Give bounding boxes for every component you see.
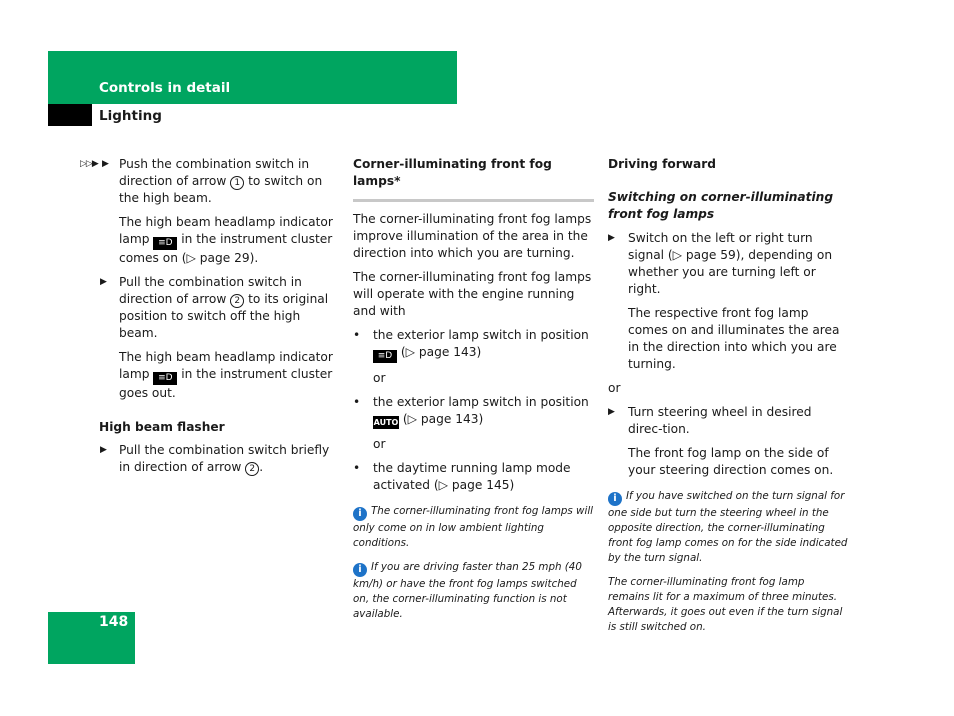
column-1 bbox=[80, 156, 338, 483]
list-text: (▷ page 143) bbox=[399, 412, 484, 426]
note-text: The corner-illuminating front fog lamps will only come on in low ambient lighting conditions. bbox=[353, 505, 594, 549]
step-high-beam-on bbox=[80, 156, 338, 207]
auto-switch-icon: AUTO bbox=[373, 418, 399, 427]
step-text: Pull the combination switch in direction of arrow bbox=[119, 275, 302, 306]
list-item: • the daytime running lamp mode activated (▷ page 145) bbox=[353, 461, 571, 492]
info-note bbox=[608, 489, 848, 566]
info-icon: i bbox=[608, 492, 622, 506]
column-2 bbox=[353, 156, 594, 631]
bullet-arrow-icon: ▶ bbox=[608, 407, 615, 417]
or-separator: or bbox=[608, 381, 621, 395]
info-icon: i bbox=[353, 563, 367, 577]
step-steering bbox=[608, 404, 848, 438]
step-text: . bbox=[259, 460, 264, 474]
list-text: the daytime running lamp mode activated (▷ page 145) bbox=[373, 461, 571, 492]
high-beam-indicator-icon: ≡D bbox=[153, 372, 177, 385]
note-text: in the instrument cluster comes on (▷ page 29). bbox=[119, 232, 333, 265]
list-text: the exterior lamp switch in position bbox=[373, 395, 589, 409]
column-3 bbox=[608, 156, 848, 644]
note-text: If you are driving faster than 25 mph (40 km/h) or have the front fog lamps switched on, the corner-illuminating function is not available. bbox=[353, 561, 582, 620]
bullet-arrow-icon: ▶ bbox=[102, 159, 109, 169]
arrow-number-icon: 2 bbox=[230, 294, 244, 308]
bullet-arrow-icon: ▶ bbox=[608, 233, 615, 243]
subsection-title: Lighting bbox=[99, 108, 162, 124]
step-note: The front fog lamp on the side of your steering direction comes on. bbox=[628, 446, 834, 477]
bullet-arrow-icon: ▶ bbox=[100, 277, 107, 287]
low-beam-switch-icon: ≡D bbox=[373, 350, 397, 363]
note-text: in the instrument cluster goes out. bbox=[119, 367, 333, 400]
note-text: The high beam headlamp indicator lamp bbox=[119, 350, 333, 381]
continued-marker-icon: ▷▷▶ bbox=[80, 159, 98, 169]
section-tab-marker bbox=[48, 104, 92, 126]
switching-on-subheading: Switching on corner-illuminating front fog lamps bbox=[608, 190, 834, 221]
step-note bbox=[80, 214, 338, 267]
paragraph: The corner-illuminating front fog lamps will operate with the engine running and with bbox=[353, 270, 592, 318]
driving-forward-heading: Driving forward bbox=[608, 157, 716, 171]
fog-lamps-heading: Corner-illuminating front fog lamps* bbox=[353, 156, 594, 202]
list-item: • the exterior lamp switch in position AUTO (▷ page 143) bbox=[353, 395, 589, 427]
info-note bbox=[353, 560, 594, 622]
step-text: to switch on the high beam. bbox=[119, 174, 323, 205]
arrow-number-icon: 1 bbox=[230, 176, 244, 190]
info-note-continued: The corner-illuminating front fog lamp remains lit for a maximum of three minutes. Afterwards, it goes out even if the turn signal is still switched on. bbox=[608, 576, 843, 633]
step-flasher bbox=[80, 442, 338, 476]
note-text: The high beam headlamp indicator lamp bbox=[119, 215, 333, 246]
or-separator: or bbox=[373, 371, 386, 385]
step-text: Switch on the left or right turn signal (▷ page 59), depending on whether you are turning left or right. bbox=[628, 231, 833, 296]
step-text: Pull the combination switch briefly in direction of arrow bbox=[119, 443, 330, 474]
high-beam-indicator-icon: ≡D bbox=[153, 237, 177, 250]
info-note bbox=[353, 504, 594, 551]
step-text: Push the combination switch in direction of arrow bbox=[119, 157, 310, 188]
step-note bbox=[80, 349, 338, 402]
section-title: Controls in detail bbox=[99, 80, 231, 96]
list-text: (▷ page 143) bbox=[397, 345, 482, 359]
step-text: Turn steering wheel in desired direc-tion. bbox=[628, 405, 812, 436]
step-text: to its original position to switch off the high beam. bbox=[119, 292, 329, 340]
step-high-beam-off bbox=[80, 274, 338, 342]
page-number: 148 bbox=[99, 614, 129, 630]
or-separator: or bbox=[373, 437, 386, 451]
paragraph: The corner-illuminating front fog lamps improve illumination of the area in the direction into which you are turning. bbox=[353, 212, 592, 260]
arrow-number-icon: 2 bbox=[245, 462, 259, 476]
bullet-arrow-icon: ▶ bbox=[100, 445, 107, 455]
step-turn-signal bbox=[608, 230, 848, 298]
note-text: If you have switched on the turn signal for one side but turn the steering wheel in the opposite direction, the corner-illuminating front fog lamp comes on for the side indicated by the turn signal. bbox=[608, 490, 848, 564]
flasher-heading: High beam flasher bbox=[99, 420, 225, 434]
info-icon: i bbox=[353, 507, 367, 521]
list-item: • the exterior lamp switch in position ≡D (▷ page 143) bbox=[353, 328, 589, 361]
step-note: The respective front fog lamp comes on and illuminates the area in the direction into which you are turning. bbox=[628, 306, 840, 371]
list-text: the exterior lamp switch in position bbox=[373, 328, 589, 342]
